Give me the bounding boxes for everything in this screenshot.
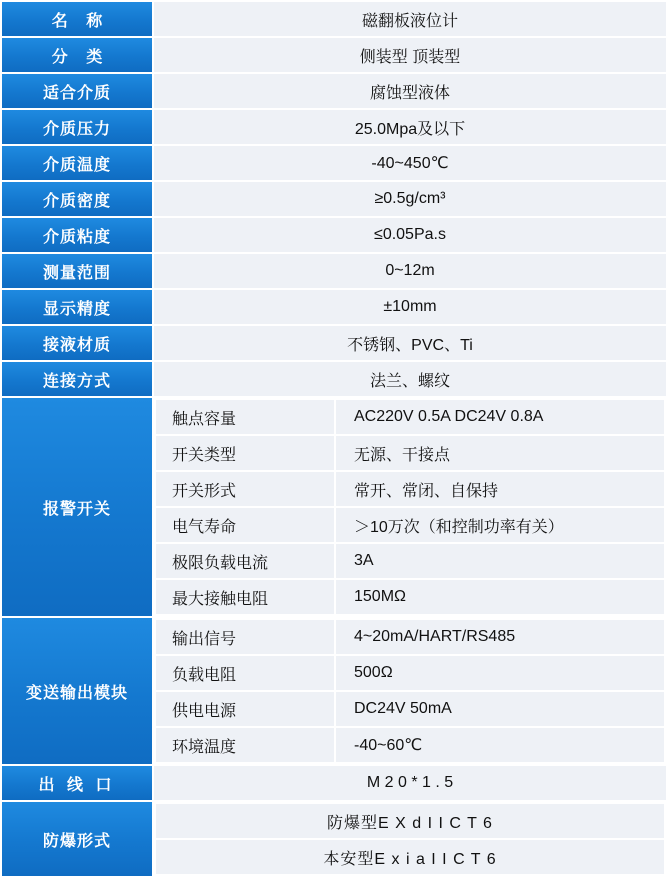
list-item xyxy=(156,436,664,470)
row-label: 显示精度 xyxy=(2,290,152,324)
row-value: 侧装型 顶装型 xyxy=(154,38,666,72)
table-row xyxy=(2,146,666,180)
item-value: AC220V 0.5A DC24V 0.8A xyxy=(336,400,664,434)
item-name: 开关类型 xyxy=(156,436,334,470)
row-label: 名 称 xyxy=(2,2,152,36)
row-label: 接液材质 xyxy=(2,326,152,360)
item-value: ＞10万次（和控制功率有关） xyxy=(336,508,664,542)
item-name: 触点容量 xyxy=(156,400,334,434)
row-value: ±10mm xyxy=(154,290,666,324)
item-name: 环境温度 xyxy=(156,728,334,762)
row-label: 适合介质 xyxy=(2,74,152,108)
row-value: 法兰、螺纹 xyxy=(154,362,666,396)
row-label: 介质温度 xyxy=(2,146,152,180)
row-label: 介质粘度 xyxy=(2,218,152,252)
table-row-explosion-proof xyxy=(2,802,666,876)
row-value: 磁翻板液位计 xyxy=(154,2,666,36)
list-item xyxy=(156,400,664,434)
item-value: 4~20mA/HART/RS485 xyxy=(336,620,664,654)
item-value: -40~60℃ xyxy=(336,728,664,762)
outlet-value: M 2 0 * 1 . 5 xyxy=(154,766,666,800)
table-row-transmitter-module xyxy=(2,618,666,764)
row-label: 测量范围 xyxy=(2,254,152,288)
table-row xyxy=(2,326,666,360)
list-item xyxy=(156,692,664,726)
explosion-proof-value: 防爆型E X d I I C T 6 xyxy=(156,804,664,838)
row-label: 分 类 xyxy=(2,38,152,72)
list-item xyxy=(156,728,664,762)
row-value: 0~12m xyxy=(154,254,666,288)
item-name: 极限负载电流 xyxy=(156,544,334,578)
table-row-outlet xyxy=(2,766,666,800)
row-value: ≤0.05Pa.s xyxy=(154,218,666,252)
list-item xyxy=(156,840,664,874)
list-item xyxy=(156,804,664,838)
outlet-label: 出 线 口 xyxy=(2,766,152,800)
item-value: 无源、干接点 xyxy=(336,436,664,470)
table-row-alarm-switch xyxy=(2,398,666,616)
alarm-switch-group xyxy=(154,398,666,616)
explosion-proof-label: 防爆形式 xyxy=(2,802,152,876)
row-value: 不锈钢、PVC、Ti xyxy=(154,326,666,360)
table-row xyxy=(2,74,666,108)
item-name: 最大接触电阻 xyxy=(156,580,334,614)
row-value: ≥0.5g/cm³ xyxy=(154,182,666,216)
table-row xyxy=(2,182,666,216)
list-item xyxy=(156,508,664,542)
transmitter-module-label: 变送输出模块 xyxy=(2,618,152,764)
item-name: 输出信号 xyxy=(156,620,334,654)
item-name: 开关形式 xyxy=(156,472,334,506)
list-item xyxy=(156,544,664,578)
list-item xyxy=(156,580,664,614)
table-row xyxy=(2,110,666,144)
table-row xyxy=(2,2,666,36)
table-row xyxy=(2,254,666,288)
item-name: 电气寿命 xyxy=(156,508,334,542)
table-row xyxy=(2,290,666,324)
explosion-proof-group xyxy=(154,802,666,876)
table-row xyxy=(2,218,666,252)
list-item xyxy=(156,472,664,506)
table-row xyxy=(2,362,666,396)
item-value: 500Ω xyxy=(336,656,664,690)
explosion-proof-value: 本安型E x i a I I C T 6 xyxy=(156,840,664,874)
list-item xyxy=(156,620,664,654)
row-label: 连接方式 xyxy=(2,362,152,396)
transmitter-module-group xyxy=(154,618,666,764)
alarm-switch-label: 报警开关 xyxy=(2,398,152,616)
item-name: 供电电源 xyxy=(156,692,334,726)
table-row xyxy=(2,38,666,72)
item-value: 常开、常闭、自保持 xyxy=(336,472,664,506)
item-value: 150MΩ xyxy=(336,580,664,614)
item-name: 负载电阻 xyxy=(156,656,334,690)
item-value: DC24V 50mA xyxy=(336,692,664,726)
row-label: 介质压力 xyxy=(2,110,152,144)
list-item xyxy=(156,656,664,690)
row-value: -40~450℃ xyxy=(154,146,666,180)
row-value: 腐蚀型液体 xyxy=(154,74,666,108)
row-label: 介质密度 xyxy=(2,182,152,216)
row-value: 25.0Mpa及以下 xyxy=(154,110,666,144)
item-value: 3A xyxy=(336,544,664,578)
